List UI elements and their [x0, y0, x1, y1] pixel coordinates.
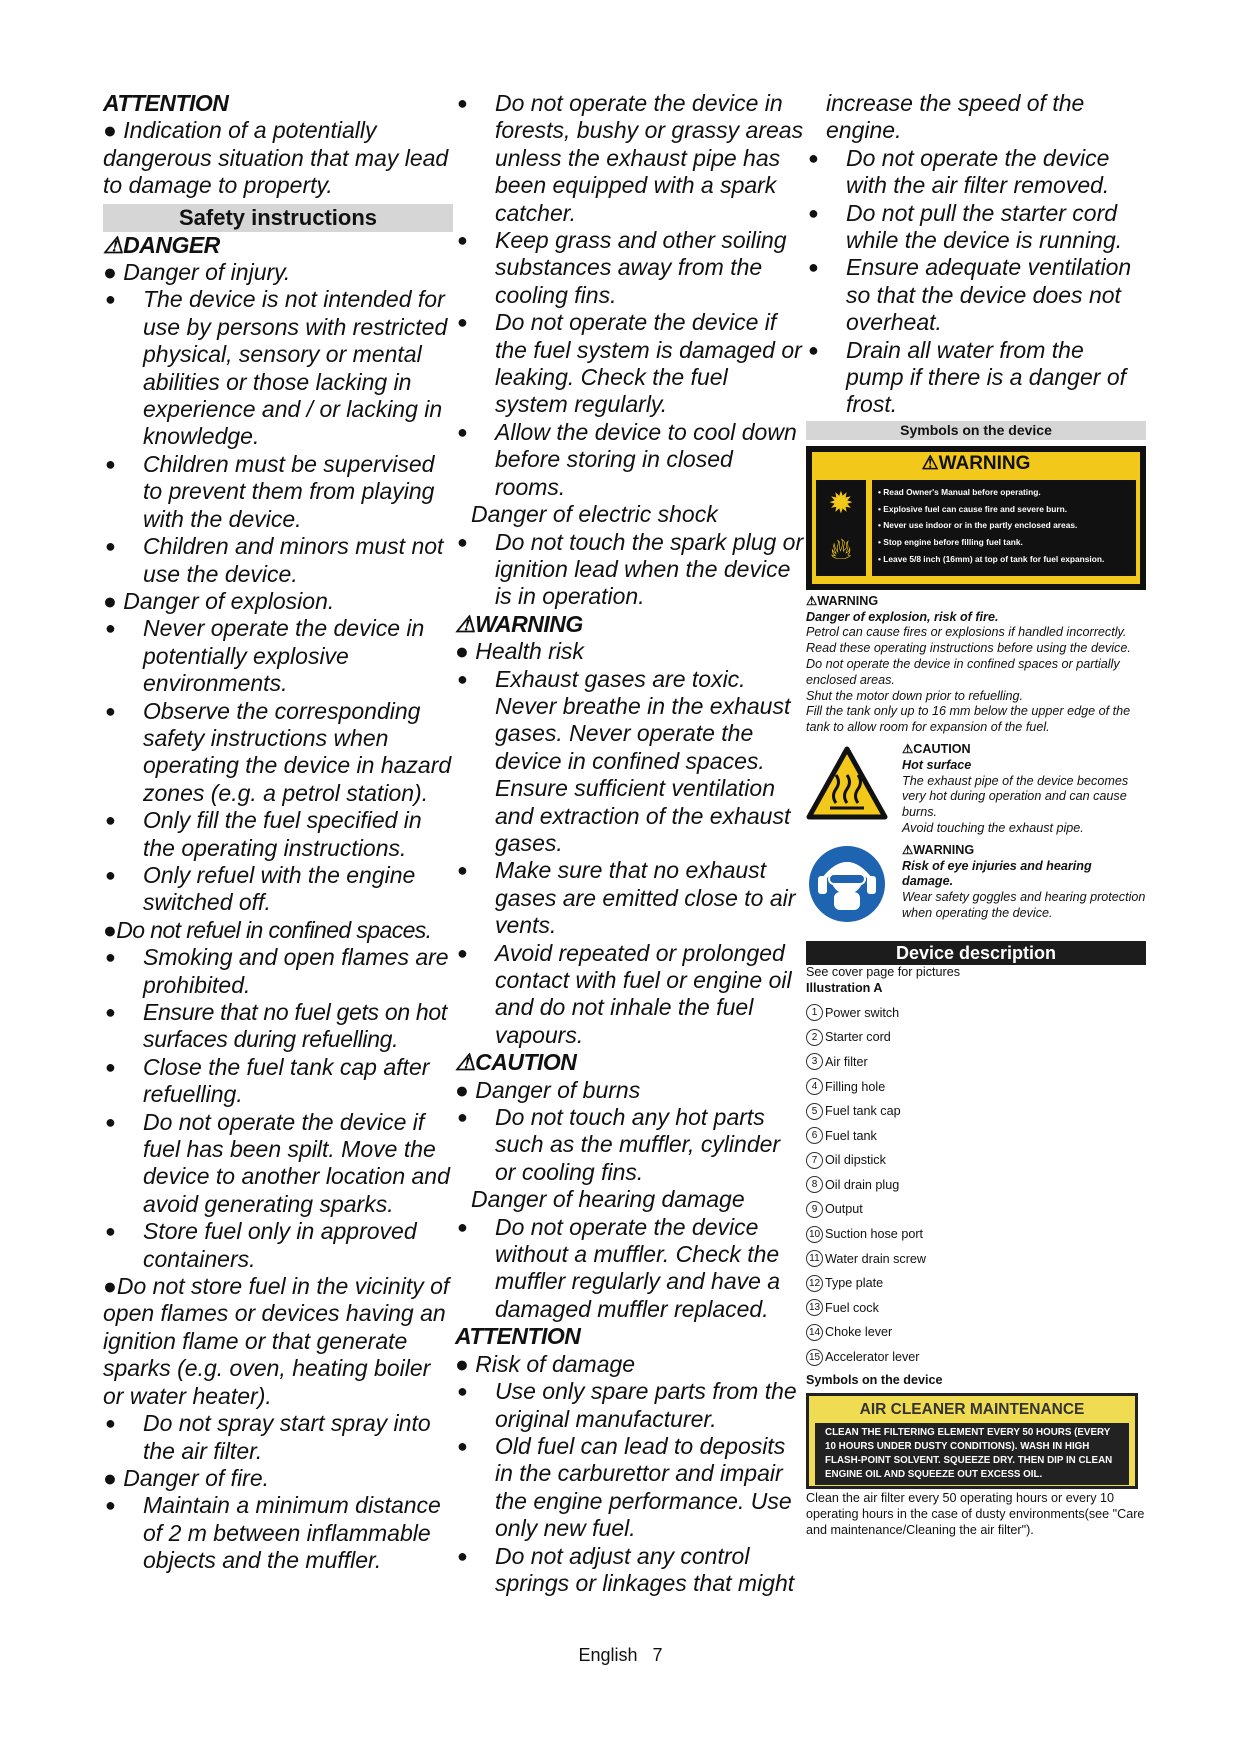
- list-item: ● Never operate the device in potentially explosive environments.: [105, 615, 425, 697]
- danger-heading: ⚠DANGER: [103, 231, 220, 258]
- list-item: ● Do not touch any hot parts such as the muffler, cylinder or cooling fins.: [457, 1104, 781, 1185]
- danger-fire: ● Danger of fire.: [103, 1464, 270, 1491]
- warning-subtitle: Danger of explosion, risk of fire.: [806, 609, 999, 624]
- list-item: [806, 1246, 1146, 1271]
- part-label: Fuel tank: [825, 1128, 877, 1143]
- list-item: ● Do not touch the spark plug or ignition lead when the device is in operation.: [457, 528, 804, 610]
- warning-heading-small: ⚠WARNING: [902, 842, 975, 857]
- footer: [0, 1645, 1241, 1666]
- list-item: ● The device is not intended for use by persons with restricted physical, sensory or mental abilities or those lacking in experience and / or lacking in knowledge.: [105, 286, 448, 450]
- symbols-title: Symbols on the device: [806, 421, 1146, 440]
- list-item: ●Do not store fuel in the vicinity of open flames or devices having an ignition flame or that generate sparks (e.g. oven, heating boiler or water heater).: [103, 1273, 450, 1409]
- decal-title: ⚠WARNING: [921, 452, 1031, 474]
- part-number: 11: [806, 1250, 823, 1267]
- list-item: ● Keep grass and other soiling substances away from the cooling fins.: [457, 227, 787, 308]
- part-label: Filling hole: [825, 1079, 886, 1094]
- safety-instructions-title: Safety instructions: [103, 204, 453, 232]
- list-item: ● Allow the device to cool down before storing in closed rooms.: [457, 418, 797, 500]
- list-item: [806, 1197, 1146, 1222]
- list-item: ● Do not operate the device with the air filter removed.: [808, 144, 1110, 199]
- part-label: Oil dipstick: [825, 1153, 886, 1168]
- decal-lines: [872, 480, 1136, 576]
- part-label: Water drain screw: [825, 1251, 927, 1266]
- list-item: ● Do not pull the starter cord while the device is running.: [808, 199, 1123, 254]
- part-number: 4: [806, 1078, 823, 1095]
- attention-heading-2: ATTENTION: [455, 1323, 581, 1350]
- warning-heading: ⚠WARNING: [455, 610, 583, 637]
- goggles-ear-protection-icon: [806, 843, 888, 925]
- part-label: Choke lever: [825, 1325, 893, 1340]
- list-item: ●Do not refuel in confined spaces.: [103, 916, 432, 943]
- column-3: [806, 90, 1146, 1539]
- risk-of-damage: ● Risk of damage: [455, 1350, 636, 1377]
- part-number: 5: [806, 1103, 823, 1120]
- health-risk: ● Health risk: [455, 638, 584, 665]
- list-item: [806, 1123, 1146, 1148]
- continued-text: increase the speed of the engine.: [826, 90, 1085, 144]
- page-number: 7: [652, 1645, 663, 1665]
- list-item: [806, 1099, 1146, 1124]
- warning-subtitle: Risk of eye injuries and hearing damage.: [902, 858, 1092, 889]
- column-2: [455, 90, 805, 1597]
- part-number: 10: [806, 1226, 823, 1243]
- list-item: [806, 1345, 1146, 1370]
- part-label: Fuel tank cap: [825, 1104, 901, 1119]
- list-item: ● Do not operate the device if the fuel system is damaged or leaking. Check the fuel system regularly.: [457, 309, 802, 418]
- list-item: ● Use only spare parts from the original manufacturer.: [457, 1378, 797, 1432]
- list-item: [806, 1000, 1146, 1025]
- list-item: ● Smoking and open flames are prohibited.: [105, 944, 449, 998]
- attention-text: ● Indication of a potentially dangerous situation that may lead to damage to property.: [103, 117, 449, 199]
- footer-language: English: [578, 1645, 638, 1665]
- warning-text: Wear safety goggles and hearing protection when operating the device.: [902, 890, 1146, 921]
- list-item: [806, 1050, 1146, 1075]
- danger-injury: ● Danger of injury.: [103, 259, 291, 286]
- decal-pictograms: [816, 480, 866, 576]
- explosion-icon: ✹: [828, 486, 854, 520]
- hot-surface-icon: [806, 742, 888, 824]
- caution-text: Avoid touching the exhaust pipe.: [902, 821, 1084, 836]
- part-number: 9: [806, 1201, 823, 1218]
- list-item: [806, 1025, 1146, 1050]
- parts-list: [806, 1000, 1146, 1369]
- danger-burns: ● Danger of burns: [455, 1076, 641, 1103]
- warning-heading-small: ⚠WARNING: [806, 593, 879, 608]
- caution-heading-small: ⚠CAUTION: [902, 742, 971, 757]
- air-cleaner-note: Clean the air filter every 50 operating hours or every 10 operating hours in the case of dusty environments(see "Care and maintenance/Cleaning the air filter").: [806, 1491, 1145, 1537]
- part-number: 3: [806, 1053, 823, 1070]
- list-item: ● Children must be supervised to prevent them from playing with the device.: [105, 450, 435, 532]
- list-item: [806, 1222, 1146, 1247]
- fire-icon: 🔥︎: [829, 532, 853, 566]
- warning-text: Read these operating instructions before using the device.: [806, 641, 1131, 656]
- decal-line: • Explosive fuel can cause fire and severe burn.: [878, 503, 1068, 514]
- part-label: Power switch: [825, 1005, 900, 1020]
- part-label: Accelerator lever: [825, 1350, 920, 1365]
- list-item: ● Old fuel can lead to deposits in the carburettor and impair the engine performance. Use only new fuel.: [457, 1432, 792, 1542]
- list-item: ● Ensure that no fuel gets on hot surfaces during refuelling.: [105, 999, 447, 1053]
- list-item: ● Close the fuel tank cap after refuelling.: [105, 1053, 430, 1108]
- part-number: 2: [806, 1029, 823, 1046]
- part-number: 13: [806, 1299, 823, 1316]
- illustration-label: Illustration A: [806, 980, 883, 995]
- list-item: ● Maintain a minimum distance of 2 m between inflammable objects and the muffler.: [105, 1492, 441, 1574]
- part-number: 12: [806, 1275, 823, 1292]
- warning-text: Fill the tank only up to 16 mm below the upper edge of the tank to allow room for expansion of the fuel.: [806, 704, 1131, 735]
- part-label: Type plate: [825, 1276, 884, 1291]
- list-item: [806, 1271, 1146, 1296]
- list-item: ● Observe the corresponding safety instructions when operating the device in hazard zones (e.g. a petrol station).: [105, 697, 452, 806]
- list-item: [806, 1296, 1146, 1321]
- list-item: ● Store fuel only in approved containers.: [105, 1218, 417, 1272]
- part-number: 7: [806, 1152, 823, 1169]
- cover-note: See cover page for pictures: [806, 964, 961, 979]
- list-item: ● Ensure adequate ventilation so that the device does not overheat.: [808, 254, 1132, 336]
- list-item: ● Do not adjust any control springs or linkages that might: [457, 1542, 795, 1596]
- list-item: ● Do not operate the device if fuel has been spilt. Move the device to another location and avoid generating sparks.: [105, 1108, 450, 1217]
- caution-heading: ⚠CAUTION: [455, 1049, 577, 1076]
- device-description-title: Device description: [806, 941, 1146, 965]
- column-1: [103, 90, 453, 1575]
- list-item: ● Only fill the fuel specified in the operating instructions.: [105, 807, 422, 861]
- list-item: [806, 1148, 1146, 1173]
- warning-text: Do not operate the device in confined spaces or partially enclosed areas.: [806, 657, 1120, 687]
- decal-line: • Stop engine before filling fuel tank.: [878, 537, 1023, 548]
- decal-line: • Never use indoor or in the partly enclosed areas.: [878, 520, 1078, 531]
- warning-decal: [806, 446, 1146, 590]
- list-item: ● Do not operate the device without a muffler. Check the muffler regularly and have a damaged muffler replaced.: [457, 1213, 781, 1322]
- list-item: ● Avoid repeated or prolonged contact with fuel or engine oil and do not inhale the fuel vapours.: [457, 939, 792, 1048]
- part-label: Starter cord: [825, 1030, 891, 1045]
- list-item: ● Do not operate the device in forests, bushy or grassy areas unless the exhaust pipe has been equipped with a spark catcher.: [457, 90, 804, 226]
- caution-subtitle: Hot surface: [902, 757, 972, 772]
- list-item: ● Children and minors must not use the device.: [105, 533, 444, 587]
- part-label: Fuel cock: [825, 1300, 879, 1315]
- warning-eye-hearing: [806, 843, 1146, 925]
- part-number: 14: [806, 1324, 823, 1341]
- part-label: Air filter: [825, 1054, 868, 1069]
- list-item: ● Drain all water from the pump if there is a danger of frost.: [808, 336, 1126, 418]
- air-cleaner-title: AIR CLEANER MAINTENANCE: [859, 1401, 1085, 1419]
- list-item: ● Exhaust gases are toxic. Never breathe in the exhaust gases. Never operate the device in confined spaces. Ensure sufficient ventilation and extraction of the exhaust gases.: [457, 665, 791, 856]
- part-label: Output: [825, 1202, 863, 1217]
- part-number: 1: [806, 1004, 823, 1021]
- list-item: ● Do not spray start spray into the air filter.: [105, 1410, 431, 1464]
- list-item: [806, 1074, 1146, 1099]
- attention-heading: ATTENTION: [103, 90, 229, 116]
- danger-explosion: ● Danger of explosion.: [103, 587, 335, 614]
- warning-text: Petrol can cause fires or explosions if handled incorrectly.: [806, 625, 1127, 640]
- caution-hot-surface: [806, 742, 1146, 837]
- danger-electric-shock: Danger of electric shock: [471, 501, 718, 528]
- symbols-title-2: Symbols on the device: [806, 1373, 943, 1388]
- danger-hearing-damage: Danger of hearing damage: [471, 1186, 745, 1213]
- warning-text: Shut the motor down prior to refuelling.: [806, 688, 1024, 703]
- part-label: Suction hose port: [825, 1227, 924, 1242]
- air-cleaner-body: CLEAN THE FILTERING ELEMENT EVERY 50 HOURS (EVERY 10 HOURS UNDER DUSTY CONDITIONS). WASH IN HIGH FLASH-POINT SOLVENT. SQUEEZE DRY. THEN DIP IN CLEAN ENGINE OIL AND SQUEEZE OUT EXCESS OIL.: [815, 1423, 1129, 1485]
- list-item: ● Make sure that no exhaust gases are emitted close to air vents.: [457, 857, 796, 939]
- decal-line: • Read Owner's Manual before operating.: [878, 486, 1041, 497]
- part-number: 15: [806, 1349, 823, 1366]
- air-cleaner-decal: [806, 1393, 1138, 1489]
- part-label: Oil drain plug: [825, 1177, 900, 1192]
- caution-text: The exhaust pipe of the device becomes very hot during operation and can cause burns.: [902, 773, 1129, 820]
- part-number: 6: [806, 1127, 823, 1144]
- list-item: [806, 1320, 1146, 1345]
- decal-line: • Leave 5/8 inch (16mm) at top of tank for fuel expansion.: [878, 554, 1105, 565]
- list-item: ● Only refuel with the engine switched off.: [105, 861, 416, 916]
- part-number: 8: [806, 1176, 823, 1193]
- list-item: [806, 1173, 1146, 1198]
